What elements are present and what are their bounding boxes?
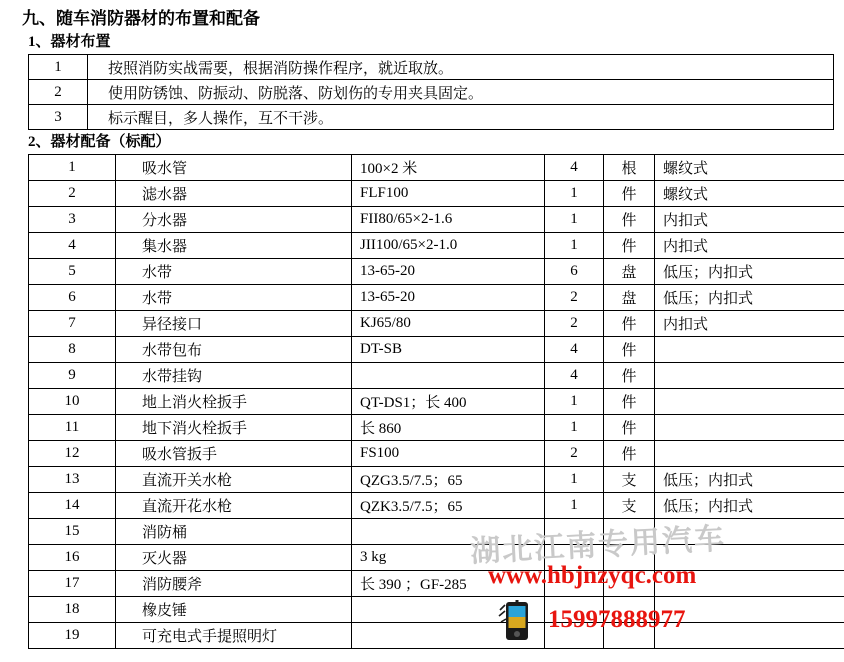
equipment-note: 螺纹式 [655, 181, 844, 207]
equipment-name: 水带 [116, 259, 352, 285]
equipment-unit: 件 [604, 233, 655, 259]
table-row [29, 285, 844, 311]
table-row [29, 519, 844, 545]
equipment-name: 水带 [116, 285, 352, 311]
equipment-note [655, 597, 844, 623]
equipment-quantity: 4 [545, 363, 604, 389]
equipment-spec: QT-DS1；长 400 [352, 389, 545, 415]
equipment-spec [352, 597, 545, 623]
equipment-spec: DT-SB [352, 337, 545, 363]
equipment-note [655, 623, 844, 649]
equipment-spec: FS100 [352, 441, 545, 467]
equipment-spec [352, 363, 545, 389]
equipment-quantity: 2 [545, 441, 604, 467]
equipment-note [655, 415, 844, 441]
equipment-note: 螺纹式 [655, 155, 844, 181]
equipment-unit: 根 [604, 155, 655, 181]
equipment-unit: 件 [604, 363, 655, 389]
equipment-note [655, 363, 844, 389]
equipment-index: 5 [29, 259, 116, 285]
equipment-name: 集水器 [116, 233, 352, 259]
equipment-unit: 件 [604, 181, 655, 207]
section-title-layout: 1、器材布置 [28, 34, 111, 50]
watermark-company-name: 湖北江南专用汽车 [469, 522, 727, 569]
equipment-spec: 3 kg [352, 545, 545, 571]
equipment-unit [604, 623, 655, 649]
equipment-spec: FII80/65×2-1.6 [352, 207, 545, 233]
equipment-name: 地上消火栓扳手 [116, 389, 352, 415]
equipment-quantity: 2 [545, 311, 604, 337]
equipment-index: 10 [29, 389, 116, 415]
table-row [29, 623, 844, 649]
equipment-spec: 长 860 [352, 415, 545, 441]
equipment-unit: 件 [604, 415, 655, 441]
equipment-name: 消防腰斧 [116, 571, 352, 597]
equipment-spec: QZG3.5/7.5；65 [352, 467, 545, 493]
equipment-index: 16 [29, 545, 116, 571]
equipment-spec: 13-65-20 [352, 285, 545, 311]
equipment-index: 17 [29, 571, 116, 597]
equipment-name: 吸水管扳手 [116, 441, 352, 467]
equipment-name: 异径接口 [116, 311, 352, 337]
equipment-name: 水带挂钩 [116, 363, 352, 389]
equipment-spec: 长 390 ；GF-285 [352, 571, 545, 597]
equipment-index: 12 [29, 441, 116, 467]
equipment-note: 内扣式 [655, 233, 844, 259]
equipment-quantity: 4 [545, 337, 604, 363]
equipment-note: 内扣式 [655, 311, 844, 337]
equipment-index: 19 [29, 623, 116, 649]
equipment-name: 滤水器 [116, 181, 352, 207]
equipment-spec [352, 623, 545, 649]
equipment-quantity: 1 [545, 207, 604, 233]
equipment-note [655, 441, 844, 467]
equipment-name: 灭火器 [116, 545, 352, 571]
equipment-unit: 件 [604, 389, 655, 415]
equipment-index: 15 [29, 519, 116, 545]
table-row [29, 493, 844, 519]
equipment-note: 低压；内扣式 [655, 493, 844, 519]
table-row [29, 441, 844, 467]
equipment-index: 9 [29, 363, 116, 389]
equipment-index: 8 [29, 337, 116, 363]
equipment-note: 低压；内扣式 [655, 285, 844, 311]
equipment-quantity: 6 [545, 259, 604, 285]
equipment-name: 分水器 [116, 207, 352, 233]
table-row [29, 597, 844, 623]
equipment-quantity: 1 [545, 389, 604, 415]
equipment-index: 14 [29, 493, 116, 519]
equipment-unit: 支 [604, 467, 655, 493]
equipment-quantity: 2 [545, 285, 604, 311]
equipment-quantity [545, 597, 604, 623]
table-row [29, 389, 844, 415]
table-row [29, 105, 834, 130]
layout-row-number: 1 [29, 55, 88, 80]
equipment-quantity: 1 [545, 233, 604, 259]
equipment-unit [604, 597, 655, 623]
equipment-quantity [545, 545, 604, 571]
equipment-index: 3 [29, 207, 116, 233]
equipment-quantity [545, 571, 604, 597]
equipment-note [655, 519, 844, 545]
equipment-quantity: 4 [545, 155, 604, 181]
equipment-quantity [545, 623, 604, 649]
equipment-index: 11 [29, 415, 116, 441]
watermark-website-url: www.hbjnzyqc.com [488, 562, 697, 589]
table-row [29, 467, 844, 493]
table-row [29, 155, 844, 181]
equipment-name: 消防桶 [116, 519, 352, 545]
equipment-index: 4 [29, 233, 116, 259]
equipment-name: 水带包布 [116, 337, 352, 363]
equipment-note [655, 337, 844, 363]
equipment-index: 1 [29, 155, 116, 181]
table-row [29, 545, 844, 571]
equipment-index: 6 [29, 285, 116, 311]
layout-row-number: 3 [29, 105, 88, 130]
equipment-unit: 件 [604, 311, 655, 337]
equipment-unit: 件 [604, 207, 655, 233]
equipment-unit: 支 [604, 493, 655, 519]
table-row [29, 363, 844, 389]
equipment-note: 低压；内扣式 [655, 467, 844, 493]
equipment-note [655, 545, 844, 571]
equipment-unit: 件 [604, 441, 655, 467]
equipment-unit [604, 545, 655, 571]
equipment-name: 直流开花水枪 [116, 493, 352, 519]
equipment-unit: 盘 [604, 259, 655, 285]
equipment-name: 橡皮锤 [116, 597, 352, 623]
equipment-index: 7 [29, 311, 116, 337]
page-title: 九、随车消防器材的布置和配备 [22, 9, 260, 28]
table-row [29, 415, 844, 441]
equipment-index: 18 [29, 597, 116, 623]
equipment-name: 吸水管 [116, 155, 352, 181]
layout-row-text: 按照消防实战需要，根据消防操作程序，就近取放。 [88, 55, 834, 80]
section-title-equipment: 2、器材配备（标配） [28, 134, 171, 150]
layout-row-text: 使用防锈蚀、防振动、防脱落、防划伤的专用夹具固定。 [88, 80, 834, 105]
equipment-spec: FLF100 [352, 181, 545, 207]
equipment-note [655, 571, 844, 597]
equipment-quantity: 1 [545, 467, 604, 493]
equipment-quantity: 1 [545, 493, 604, 519]
equipment-spec: 13-65-20 [352, 259, 545, 285]
layout-row-number: 2 [29, 80, 88, 105]
watermark-phone-number: 15997888977 [548, 606, 686, 633]
equipment-name: 可充电式手提照明灯 [116, 623, 352, 649]
table-row [29, 259, 844, 285]
table-row [29, 311, 844, 337]
equipment-note: 低压；内扣式 [655, 259, 844, 285]
equipment-unit [604, 519, 655, 545]
equipment-note: 内扣式 [655, 207, 844, 233]
equipment-quantity: 1 [545, 415, 604, 441]
table-row [29, 337, 844, 363]
equipment-unit [604, 571, 655, 597]
equipment-spec: KJ65/80 [352, 311, 545, 337]
equipment-index: 13 [29, 467, 116, 493]
equipment-spec: 100×2 米 [352, 155, 545, 181]
table-row [29, 55, 834, 80]
equipment-name: 直流开关水枪 [116, 467, 352, 493]
table-row [29, 571, 844, 597]
table-row [29, 80, 834, 105]
equipment-unit: 件 [604, 337, 655, 363]
table-row [29, 233, 844, 259]
equipment-table [28, 154, 844, 649]
equipment-spec [352, 519, 545, 545]
equipment-unit: 盘 [604, 285, 655, 311]
equipment-quantity [545, 519, 604, 545]
equipment-name: 地下消火栓扳手 [116, 415, 352, 441]
equipment-spec: JII100/65×2-1.0 [352, 233, 545, 259]
layout-row-text: 标示醒目，多人操作，互不干涉。 [88, 105, 834, 130]
table-row [29, 207, 844, 233]
table-row [29, 181, 844, 207]
equipment-spec: QZK3.5/7.5；65 [352, 493, 545, 519]
equipment-quantity: 1 [545, 181, 604, 207]
equipment-index: 2 [29, 181, 116, 207]
equipment-note [655, 389, 844, 415]
layout-table [28, 54, 834, 130]
